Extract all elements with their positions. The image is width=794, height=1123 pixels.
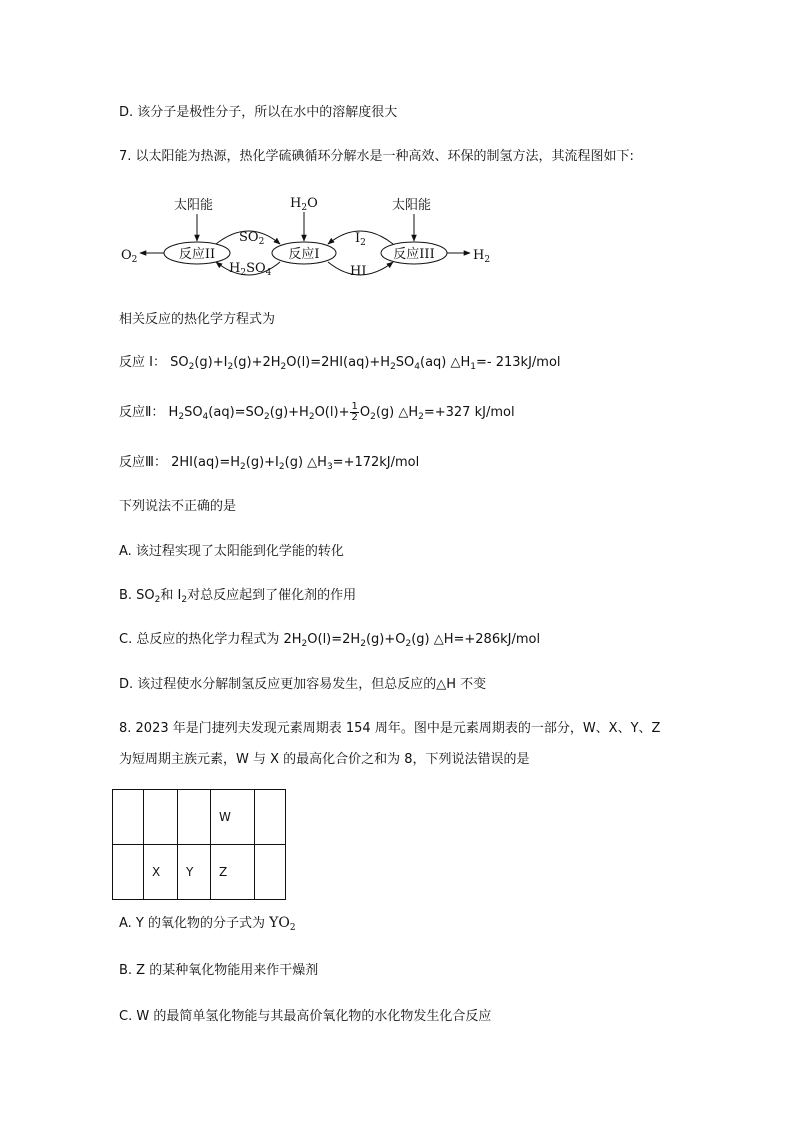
node-reaction-1-label: 反应I — [288, 247, 320, 262]
table-cell — [113, 790, 144, 845]
i2-label: $I_2$ — [355, 231, 366, 248]
h2-label: $H_2$ — [473, 248, 491, 265]
q7-option-b: B. $SO_2$和 $I_2$对总反应起到了催化剂的作用 — [119, 588, 357, 605]
table-row — [113, 790, 286, 845]
node-reaction-2-label: 反应II — [178, 247, 216, 262]
so2-label: $SO_2$ — [239, 230, 265, 247]
q7-stem: 7. 以太阳能为热源，热化学硫碘循环分解水是一种高效、环保的制氢方法，其流程图如下: — [119, 149, 634, 164]
q7-option-c: C. 总反应的热化学力程式为 $2H_2O(l)=2H_2(g)+O_2(g)$ △H=+286kJ/mol — [119, 632, 541, 649]
table-cell: X — [144, 845, 178, 900]
q7-question: 下列说法不正确的是 — [119, 499, 237, 514]
q8-option-c: C. W 的最简单氢化物能与其最高价氧化物的水化物发生化合反应 — [119, 1009, 492, 1024]
q7-intro: 相关反应的热化学方程式为 — [119, 312, 276, 327]
q7-option-a: A. 该过程实现了太阳能到化学能的转化 — [119, 544, 344, 559]
q7-flow-diagram — [118, 188, 498, 284]
q6-option-d: D. 该分子是极性分子，所以在水中的溶解度很大 — [119, 105, 398, 120]
table-row — [113, 845, 286, 900]
hi-label: HI — [350, 264, 367, 279]
o2-label: $O_2$ — [121, 248, 138, 265]
q7-option-d: D. 该过程使水分解制氢反应更加容易发生，但总反应的△H 不变 — [119, 677, 487, 692]
water-label: $H_2O$ — [290, 196, 318, 213]
q8-option-a: A. Y 的氧化物的分子式为 $YO_2$ — [119, 915, 296, 933]
table-cell: Z — [211, 845, 255, 900]
table-cell — [255, 790, 286, 845]
q8-stem-line-2: 为短周期主族元素，W 与 X 的最高化合价之和为 8，下列说法错误的是 — [119, 752, 530, 767]
solar-label-right: 太阳能 — [392, 198, 432, 213]
q8-stem-line-1: 8. 2023 年是门捷列夫发现元素周期表 154 周年。图中是元素周期表的一部分，W、X、Y、Z — [119, 721, 661, 736]
reaction-1-equation: 反应 I： $SO_2(g)+I_2(g)+2H_2O(l)=2HI(aq)+H_2SO_4(aq)$ $\triangle H_1=-$ 213kJ/mol — [119, 355, 561, 372]
reaction-3-equation: 反应Ⅲ： $2HI(aq)=H_2(g)+I_2(g)$ $\triangle H_3=+172kJ$/mol — [119, 455, 420, 472]
node-reaction-3-label: 反应III — [393, 247, 435, 262]
periodic-table-fragment — [112, 789, 286, 900]
q8-option-b: B. Z 的某种氧化物能用来作干燥剂 — [119, 963, 319, 978]
table-cell — [255, 845, 286, 900]
half-fraction: $\frac{1}{2}$ — [351, 401, 358, 423]
table-cell — [113, 845, 144, 900]
table-cell: W — [211, 790, 255, 845]
h2so4-label: $H_2SO_4$ — [229, 261, 272, 278]
table-cell — [178, 790, 211, 845]
table-cell — [144, 790, 178, 845]
table-cell: Y — [178, 845, 211, 900]
solar-label-left: 太阳能 — [174, 198, 214, 213]
reaction-2-equation: 反应Ⅱ： $H_2SO_4(aq)=SO_2(g)+H_2O(l)+$ $\frac{1}{2}$ $O_2(g)$ $\triangle H_2=+327$ kJ/mol — [119, 401, 515, 423]
